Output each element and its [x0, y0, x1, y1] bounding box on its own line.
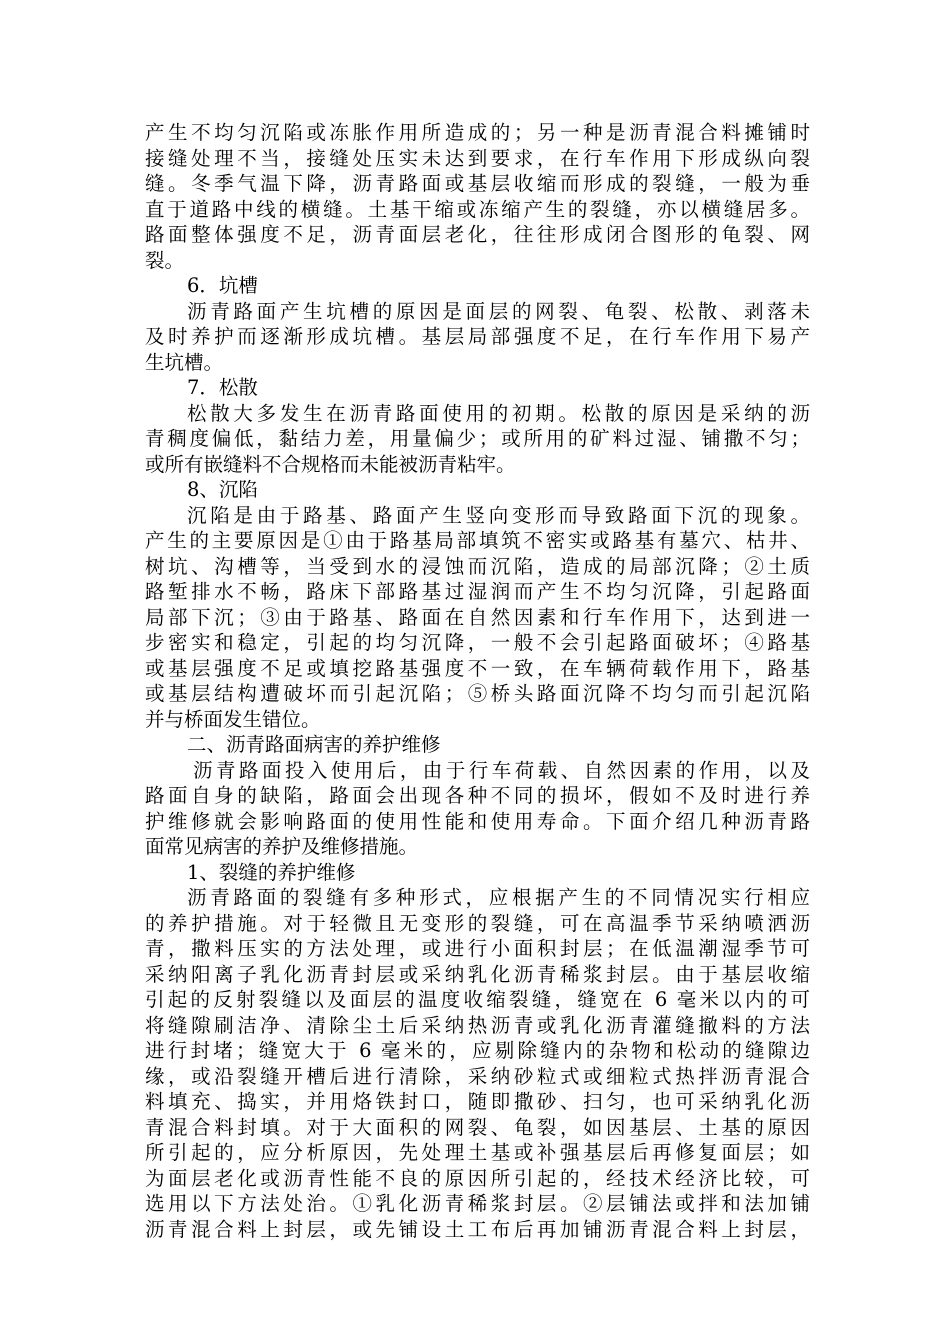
- text-line: 缝。冬季气温下降，沥青路面或基层收缩而形成的裂缝，一般为垂: [145, 172, 810, 195]
- text-line: 路堑排水不畅，路床下部路基过湿润而产生不均匀沉降，引起路面: [145, 580, 810, 603]
- text-line: 产生的主要原因是①由于路基局部填筑不密实或路基有墓穴、枯井、: [145, 529, 810, 552]
- text-line: 沥青路面投入使用后，由于行车荷载、自然因素的作用，以及: [193, 758, 810, 782]
- text-line: 直于道路中线的横缝。土基干缩或冻缩产生的裂缝，亦以横缝居多。: [145, 197, 810, 221]
- text-line: 的养护措施。对于轻微且无变形的裂缝，可在高温季节采纳喷洒沥: [145, 911, 810, 935]
- text-line: 青，撒料压实的方法处理，或进行小面积封层；在低温潮湿季节可: [145, 937, 810, 960]
- text-line: 将缝隙刷洁净、清除尘土后采纳热沥青或乳化沥青灌缝撤料的方法: [145, 1013, 810, 1037]
- text-line: 路面自身的缺陷，路面会出现各种不同的损坏，假如不及时进行养: [145, 784, 810, 807]
- text-line: 7．松散: [187, 376, 258, 399]
- text-line: 面常见病害的养护及维修措施。: [145, 835, 419, 858]
- text-line: 树坑、沟槽等，当受到水的浸蚀而沉陷，造成的局部沉降；②土质: [145, 554, 810, 578]
- text-line: 8、沉陷: [187, 478, 258, 501]
- text-line: 采纳阳离子乳化沥青封层或采纳乳化沥青稀浆封层。由于基层收缩: [145, 962, 810, 986]
- text-line: 沥青路面产生坑槽的原因是面层的网裂、龟裂、松散、剥落未: [187, 299, 810, 323]
- text-line: 沥青混合料上封层，或先铺设土工布后再加铺沥青混合料上封层，: [145, 1217, 810, 1241]
- text-line: 料填充、捣实，并用烙铁封口，随即撒砂、扫匀，也可采纳乳化沥: [145, 1090, 810, 1113]
- text-line: 路面整体强度不足，沥青面层老化，往往形成闭合图形的龟裂、网: [145, 223, 810, 246]
- text-line: 步密实和稳定，引起的均匀沉降，一般不会引起路面破坏；④路基: [145, 631, 810, 654]
- text-line: 局部下沉；③由于路基、路面在自然因素和行车作用下，达到进一: [145, 605, 810, 629]
- text-line: 引起的反射裂缝以及面层的温度收缩裂缝，缝宽在 6 毫米以内的可: [145, 988, 810, 1011]
- text-line: 产生不均匀沉陷或冻胀作用所造成的；另一种是沥青混合料摊铺时: [145, 121, 810, 144]
- text-line: 或所有嵌缝料不合规格而未能被沥青粘牢。: [145, 452, 516, 476]
- text-line: 生坑槽。: [145, 350, 224, 374]
- text-line: 选用以下方法处治。①乳化沥青稀浆封层。②层铺法或拌和法加铺: [145, 1192, 810, 1215]
- text-line: 1、裂缝的养护维修: [187, 860, 356, 884]
- text-line: 为面层老化或沥青性能不良的原因所引起的，经技术经济比较，可: [145, 1166, 810, 1190]
- text-line: 并与桥面发生错位。: [145, 707, 321, 731]
- text-line: 沥青路面的裂缝有多种形式，应根据产生的不同情况实行相应: [187, 886, 810, 909]
- text-line: 二、沥青路面病害的养护维修: [187, 733, 441, 756]
- text-line: 6．坑槽: [187, 274, 258, 297]
- text-line: 青稠度偏低，黏结力差，用量偏少；或所用的矿料过湿、铺撒不匀；: [145, 427, 810, 450]
- text-line: 接缝处理不当，接缝处压实未达到要求，在行车作用下形成纵向裂: [145, 146, 810, 170]
- text-line: 或基层结构遭破坏而引起沉陷；⑤桥头路面沉降不均匀而引起沉陷: [145, 682, 810, 705]
- document-body: [145, 120, 810, 1242]
- text-line: 进行封堵；缝宽大于 6 毫米的，应剔除缝内的杂物和松动的缝隙边: [145, 1039, 810, 1062]
- text-line: 沉陷是由于路基、路面产生竖向变形而导致路面下沉的现象。: [187, 503, 810, 527]
- text-line: 所引起的，应分析原因，先处理土基或补强基层后再修复面层；如: [145, 1141, 810, 1164]
- text-line: 松散大多发生在沥青路面使用的初期。松散的原因是采纳的沥: [187, 401, 810, 425]
- text-line: 及时养护而逐渐形成坑槽。基层局部强度不足，在行车作用下易产: [145, 325, 810, 348]
- text-line: 护维修就会影响路面的使用性能和使用寿命。下面介绍几种沥青路: [145, 809, 810, 833]
- text-line: 或基层强度不足或填挖路基强度不一致，在车辆荷载作用下，路基: [145, 656, 810, 680]
- text-line: 裂。: [145, 248, 185, 272]
- text-line: 缘，或沿裂缝开槽后进行清除，采纳砂粒式或细粒式热拌沥青混合: [145, 1064, 810, 1088]
- text-line: 青混合料封填。对于大面积的网裂、龟裂，如因基层、土基的原因: [145, 1115, 810, 1139]
